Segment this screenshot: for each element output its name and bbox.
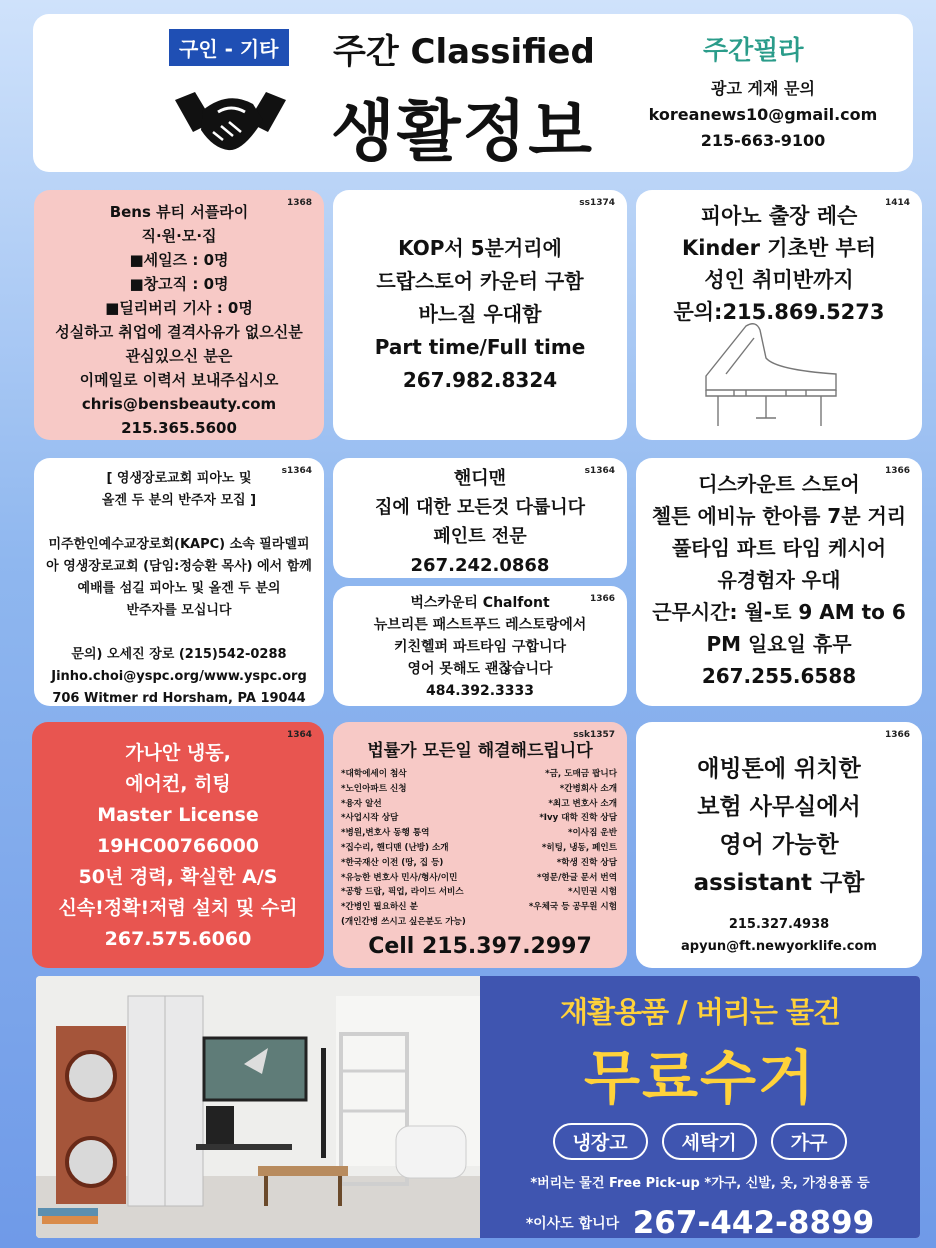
page-title-large: 생활정보 (331, 93, 595, 170)
ad-email[interactable]: apyun@ft.newyorklife.com (681, 939, 877, 954)
banner-big-text: 무료수거 (583, 1044, 817, 1112)
banner-note: *버리는 물건 Free Pick-up *가구, 신발, 옷, 가정용품 등 (530, 1176, 870, 1191)
ad-line: 페인트 전문 (433, 526, 527, 547)
ad-drop-store (333, 190, 627, 440)
free-pickup-box (480, 976, 920, 1238)
ad-discount-store (636, 458, 922, 706)
ad-line: 근무시간: 월-토 9 AM to 6 (652, 600, 906, 624)
banner-contact (480, 1205, 920, 1238)
ad-line: KOP서 5분거리에 (398, 236, 562, 260)
ad-phone: 문의:215.869.5273 (673, 300, 885, 324)
ad-phone: 267.982.8324 (402, 368, 558, 392)
ad-line: assistant 구함 (693, 870, 865, 896)
service-item: *융자 알선 (341, 798, 382, 809)
ad-line: Bens 뷰티 서플라이 (109, 203, 249, 221)
service-list-right (529, 767, 617, 930)
ad-code: ss1374 (579, 198, 615, 208)
ad-line: 유경험자 우대 (717, 568, 841, 592)
service-item: *간병회사 소개 (559, 783, 617, 794)
ad-phone: 215.327.4938 (728, 917, 830, 932)
ad-bens-beauty (34, 190, 324, 440)
recycling-banner (36, 976, 920, 1238)
category-tag: 구인 - 기타 (169, 29, 289, 66)
ad-line: 신속!정확!저렴 설치 및 수리 (58, 897, 298, 919)
ad-hvac (32, 722, 324, 968)
ad-line: Part time/Full time (374, 335, 586, 359)
ad-line: 반주자를 모십니다 (126, 603, 232, 618)
ad-line: 첼튼 에비뉴 한아름 7분 거리 (651, 504, 907, 528)
ad-code: s1364 (281, 466, 312, 476)
ad-line: 집에 대한 모든것 다룹니다 (374, 497, 586, 518)
ad-line: 이메일로 이력서 보내주십시오 (79, 371, 279, 389)
ad-legal-services (333, 722, 627, 968)
service-list-left (341, 767, 466, 930)
ad-line: 바느질 우대함 (418, 302, 542, 326)
ad-spacer (34, 512, 324, 534)
ad-code: 1364 (286, 730, 312, 740)
ad-line: 풀타임 파트 타임 케시어 (671, 536, 887, 560)
service-item: *우체국 등 공무원 시험 (528, 902, 617, 913)
service-item: *시민권 시험 (568, 887, 617, 898)
ad-line: 예배를 섬길 피아노 및 올겐 두 분의 (77, 581, 281, 596)
ad-line: 애빙톤에 위치한 (697, 756, 861, 782)
ad-kitchen-helper (333, 586, 627, 706)
ad-spacer (34, 622, 324, 644)
ad-phone: 267.575.6060 (104, 928, 252, 950)
ad-line: 키친헬퍼 파트타임 구합니다 (393, 639, 567, 655)
move-label: *이사도 합니다 (525, 1216, 620, 1232)
service-item: *영문/한글 문서 번역 (536, 872, 617, 883)
service-item: *최고 변호사 소개 (548, 798, 617, 809)
service-item: *이사짐 운반 (568, 828, 617, 839)
ad-address: 706 Witmer rd Horsham, PA 19044 (52, 691, 306, 706)
contact-email[interactable]: koreanews10@gmail.com (648, 105, 878, 124)
ad-line: 직·원·모·집 (141, 227, 217, 245)
ad-line: 성실하고 취업에 결격사유가 없으신분 (55, 323, 303, 341)
ad-line: 올겐 두 분의 반주자 모집 ] (101, 493, 257, 508)
ad-line: 피아노 출장 레슨 (700, 204, 858, 228)
ad-line: 핸디맨 (453, 468, 507, 489)
pill-washer: 세탁기 (662, 1123, 757, 1160)
ad-email[interactable]: chris@bensbeauty.com (81, 395, 277, 413)
service-item: (개인간병 쓰시고 싶은분도 가능) (341, 916, 466, 927)
ad-phone: 267.255.6588 (701, 664, 857, 688)
service-item: *사업시작 상담 (341, 813, 399, 824)
ad-code: 1366 (589, 594, 615, 604)
handshake-icon (173, 82, 288, 157)
header-card (33, 14, 913, 172)
service-item: *히팅, 냉동, 페인트 (541, 842, 617, 853)
ad-line: Kinder 기초반 부터 (681, 236, 877, 260)
ad-line: 19HC00766000 (96, 835, 260, 857)
publisher-logo: 주간필라 (703, 36, 804, 66)
ad-line: 가나안 냉동, (125, 742, 231, 764)
ad-phone: Cell 215.397.2997 (368, 933, 592, 959)
ad-church-accompanist (34, 458, 324, 706)
ad-code: ssk1357 (573, 730, 615, 740)
ad-phone: 267.242.0868 (410, 555, 550, 576)
ad-line: 성인 취미반까지 (704, 268, 854, 292)
service-item: *공항 드랍, 픽업, 라이드 서비스 (341, 887, 464, 898)
service-item: *대학에세이 첨삭 (341, 769, 407, 779)
contact-label: 광고 게재 문의 (711, 79, 815, 98)
ad-phone: 215.365.5600 (121, 419, 237, 437)
ad-piano-lesson (636, 190, 922, 440)
service-item: *병원,변호사 동행 통역 (341, 828, 430, 839)
ad-line: 영어 못해도 괜찮습니다 (407, 661, 553, 677)
contact-phone: 215-663-9100 (700, 131, 826, 150)
ad-code: 1366 (884, 730, 910, 740)
ad-line: 문의) 오세진 장로 (215)542-0288 (71, 647, 287, 662)
ad-line: 아 영생장로교회 (담임:정승환 목사) 에서 함께 (46, 559, 312, 574)
page-title: 주간 Classified (333, 32, 595, 72)
appliances-photo (36, 976, 480, 1238)
ad-code: s1364 (584, 466, 615, 476)
ad-insurance-office (636, 722, 922, 968)
ad-code: 1414 (884, 198, 910, 208)
pill-furniture: 가구 (771, 1123, 848, 1160)
service-item: *학생 진학 상담 (556, 857, 617, 868)
ad-line: ■딜리버리 기사 : 0명 (105, 299, 253, 317)
pill-refrigerator: 냉장고 (553, 1123, 648, 1160)
service-item: *한국재산 이전 (땅, 집 등) (341, 857, 444, 868)
service-item: *금, 도매금 팝니다 (545, 769, 617, 779)
piano-icon (696, 318, 846, 430)
ad-line: 보험 사무실에서 (697, 794, 861, 820)
ad-line: 드랍스토어 카운터 구함 (376, 269, 584, 293)
ad-line: 디스카운트 스토어 (698, 472, 860, 496)
service-item: *Ivy 대학 진학 상담 (539, 813, 617, 824)
ad-contact (643, 76, 883, 154)
ad-line: ■세일즈 : 0명 (129, 251, 229, 269)
ad-line: PM 일요일 휴무 (706, 632, 852, 656)
service-item: *노인아파트 신청 (341, 783, 407, 794)
ad-phone: 484.392.3333 (425, 683, 535, 699)
ad-line: 미주한인예수교장로회(KAPC) 소속 필라델피 (48, 537, 310, 552)
service-item: *집수리, 핸디맨 (난방) 소개 (341, 842, 449, 853)
ad-headline: 법률가 모든일 해결해드립니다 (367, 741, 593, 761)
ad-line: 에어컨, 히팅 (125, 773, 231, 795)
ad-code: 1366 (884, 466, 910, 476)
item-pills (480, 1123, 920, 1160)
ad-code: 1368 (286, 198, 312, 208)
ad-line: 벅스카운티 Chalfont (410, 595, 550, 611)
ad-line: Master License (97, 804, 259, 826)
banner-phone: 267-442-8899 (632, 1205, 875, 1238)
banner-headline: 재활용품 / 버리는 물건 (559, 995, 840, 1029)
ad-line: 50년 경력, 확실한 A/S (78, 866, 278, 888)
service-item: *간병인 필요하신 분 (341, 902, 418, 913)
ad-line: [ 영생장로교회 피아노 및 (106, 471, 252, 486)
ad-handyman (333, 458, 627, 578)
ad-email[interactable]: Jinho.choi@yspc.org/www.yspc.org (51, 669, 307, 684)
ad-line: 관심있으신 분은 (125, 347, 233, 365)
ad-line: ■창고직 : 0명 (129, 275, 229, 293)
ad-line: 뉴브리튼 패스트푸드 레스토랑에서 (373, 617, 587, 633)
service-item: *유능한 변호사 민사/형사/이민 (341, 872, 458, 883)
ad-line: 영어 가능한 (719, 832, 839, 858)
